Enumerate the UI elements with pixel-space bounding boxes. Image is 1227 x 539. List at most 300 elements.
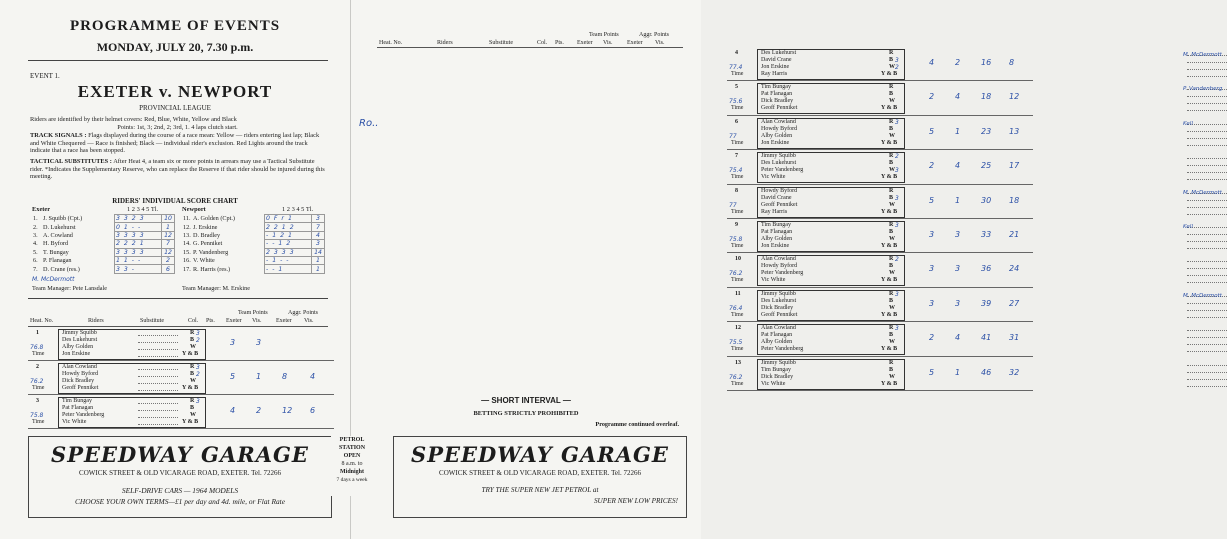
heat-time: 76.2 [729,373,743,381]
rider-name: V. White [193,257,215,265]
substitute-field[interactable] [1187,64,1227,70]
points-info: Points: 1st, 3; 2nd, 2; 3rd, 1. 4 laps clutch start. [117,123,238,131]
rider-name: G. Penniket [193,240,223,248]
substitute-field[interactable] [138,371,178,377]
rider-number: 13. [183,231,191,239]
heat-divider [28,394,334,395]
substitute-field[interactable] [1187,256,1227,262]
exeter-rider-table [32,214,175,274]
ad-title: SPEEDWAY GARAGE [411,442,669,467]
colour-code: R [190,398,195,404]
rider-total: 3 [312,215,325,223]
header-pts: Pts. [555,40,564,46]
rider-name: David Crane [761,194,792,201]
substitute-field[interactable] [1187,222,1227,228]
ad-title: SPEEDWAY GARAGE [51,442,309,467]
rider-name: Howdy Byford [761,125,798,132]
heat-block [729,325,1029,357]
petrol-line-1: PETROL [339,437,365,443]
colour-code: W [190,344,196,350]
rider-name: Jon Erskine [62,351,91,357]
aggr-points-exeter: 12 [282,406,293,415]
rider-score-row [32,265,175,273]
track-signals-text: Flags displayed during the course of a race mean: Yellow — riders entering last lap; Black and White Chequered — Race is finished; Black — individual rider's exclusion. Red Lights around the track indicate that a race has been stopped. [30,132,320,155]
colour-code: W [889,167,895,174]
substitute-field[interactable] [138,412,178,418]
rider-points: 2 [895,153,899,161]
rider-score-row [182,248,325,256]
substitute-handwriting: Kell [1183,224,1193,230]
heat-number: 12 [735,325,741,332]
team-points-visitors: 3 [955,230,961,239]
rider-name: Des Lukehurst [761,50,797,56]
rider-points: 3 [895,118,899,126]
rider-score-row [182,223,325,231]
heat-divider [727,287,1033,288]
heat-time: 75.8 [30,412,44,419]
aggr-points-visitors: 17 [1009,161,1020,171]
rider-name: Des Lukehurst [761,160,797,167]
aggr-points-exeter: 23 [981,126,992,136]
heat-time: 75.4 [729,167,743,175]
rider-heat-scores: 3 3 3 3 [115,231,162,239]
exeter-chart-header [32,206,182,214]
substitute-handwriting: M. McDermott [1183,52,1222,58]
heat-block [729,360,1029,392]
team-points-visitors: 1 [256,372,262,381]
aggr-points-visitors: 32 [1009,367,1020,377]
heat-time: 76.4 [729,304,743,312]
tactical-text: After Heat 4, a team six or more points in arrears may use a Tactical Substitute rider. *Indicates the Supplementary Reserve, who can replace the Reserve if that rider should be injured during this meeting. [30,157,325,181]
heat-number: 4 [735,50,738,56]
rider-points: 3 [196,398,200,405]
time-label: Time [32,385,45,391]
rider-heat-scores: 2 3 3 3 [265,248,312,256]
team-points-exeter: 5 [929,195,935,205]
rider-name: Dick Bradley [761,98,794,105]
colour-code: W [889,236,895,242]
colour-code: Y & B [182,385,199,391]
header-team-exeter: Exeter [226,318,242,324]
substitute-field[interactable] [1187,160,1227,166]
substitute-field[interactable] [138,344,178,350]
rider-number: 14. [183,240,191,248]
colour-code: Y & B [881,243,898,249]
team-points-visitors: 2 [955,58,961,67]
colour-code: R [889,187,894,194]
rider-name: Alan Cowland [761,325,796,332]
rider-heat-scores: - 1 2 1 [265,231,312,239]
aggr-points-exeter: 25 [981,161,992,171]
aggr-points-exeter: 36 [981,264,992,274]
substitute-field[interactable] [1187,140,1227,146]
rider-score-row [32,231,175,239]
rider-name: R. Harris (res.) [193,265,231,273]
heat-block [729,118,1193,151]
aggr-points-visitors: 4 [310,372,316,381]
time-label: Time [731,243,744,249]
colour-code: B [190,371,195,377]
heat-number: 6 [735,118,738,125]
header-aggr-exeter: Exeter [627,40,643,46]
time-label: Time [731,105,744,112]
substitute-field[interactable] [138,398,178,404]
team-points-visitors: 4 [955,161,961,171]
team-points-visitors: 2 [256,406,262,415]
rider-name: Alby Golden [761,339,793,346]
exeter-team-label: Exeter [32,206,51,213]
rider-name: Tim Bungay [761,222,791,228]
header-team-points: Team Points [238,310,268,316]
header-col: Col. [188,318,199,324]
header-aggr-vis: Vis. [304,318,314,324]
header-substitute: Substitute [489,40,514,46]
ad-address: COWICK STREET & OLD VICARAGE ROAD, EXETER. Tel. 72266 [79,469,281,477]
heat-number: 1 [36,330,39,336]
substitute-field[interactable] [138,351,178,357]
heat-block [30,330,330,362]
rider-number: 6. [33,257,38,265]
newport-chart-header [182,206,332,214]
rider-points: 2 [895,64,899,71]
substitute-field[interactable] [1187,360,1227,366]
tactical-subs [30,158,325,181]
header-col: Col. [537,40,548,46]
rider-name: Dick Bradley [62,378,95,384]
time-label: Time [731,277,744,284]
ad-address: COWICK STREET & OLD VICARAGE ROAD, EXETER. Tel. 72266 [439,469,641,477]
rider-score-row [32,248,175,256]
colour-code: R [889,153,894,160]
rider-name: Pat Flanagan [761,91,793,98]
rider-name: P. Vandenberg [193,248,229,256]
colour-code: Y & B [881,105,898,112]
substitute-field[interactable] [1187,270,1227,276]
rider-name: Jimmy Squibb [761,359,796,366]
substitute-field[interactable] [1187,119,1227,125]
rider-score-row [182,215,325,223]
substitute-field[interactable] [1187,229,1227,235]
heat-block [729,290,1222,323]
rider-name: Geoff Penniket [761,105,798,112]
rider-total: 1 [312,265,325,273]
rider-name: Vic White [761,174,786,181]
colour-code: B [889,229,894,235]
colour-code: B [190,405,195,411]
heat-number: 7 [735,153,738,160]
colour-code: Y & B [881,174,898,181]
heat-block [30,398,330,430]
colour-code: R [889,118,894,125]
team-points-visitors: 1 [955,195,961,205]
rider-number: 5. [33,248,38,256]
rider-name: Dick Bradley [761,304,794,311]
rider-total: 14 [312,248,325,256]
colour-code: R [889,50,894,56]
time-label: Time [731,208,744,215]
substitute-field[interactable] [1187,133,1227,139]
aggr-points-visitors: 12 [1009,92,1020,102]
substitute-field[interactable] [138,385,178,391]
rider-name: Alby Golden [761,132,793,139]
rider-name: Jimmy Squibb [761,153,796,160]
heat-table-header [30,310,330,326]
substitute-field[interactable] [1187,243,1227,249]
colour-code: W [889,373,895,380]
heat-time: 76.2 [30,378,44,385]
heat-divider [727,321,1033,322]
colour-code: Y & B [881,277,898,284]
substitute-field[interactable] [1187,332,1227,338]
rider-name: Ray Harris [761,208,788,215]
substitute-field[interactable] [1187,126,1227,132]
rider-name: Peter Vandenberg [761,346,804,353]
rider-total: 2 [162,256,175,264]
substitute-field[interactable] [1187,277,1227,283]
colour-code: R [889,84,894,91]
rider-total: 7 [312,223,325,231]
team-points-exeter: 2 [929,92,935,102]
ad-line-2: SUPER NEW LOW PRICES! [593,497,678,505]
rider-name: Jimmy Squibb [761,290,796,297]
colour-code: R [889,222,894,228]
rider-number: 17. [183,265,191,273]
aggr-points-exeter: 46 [981,367,992,377]
petrol-line-2: STATION [338,445,366,451]
aggr-points-exeter: 39 [981,298,992,308]
heat-number: 10 [735,256,741,263]
rider-points: 3 [196,364,200,371]
heat-time: 77 [729,201,737,209]
heat-divider [28,428,334,429]
header-pts: Pts. [206,318,215,324]
aggr-points-visitors: 8 [1009,58,1015,67]
colour-code: Y & B [182,351,199,357]
rider-number: 16. [183,257,191,265]
substitute-field[interactable] [1187,209,1227,215]
substitute-field[interactable] [1187,374,1227,380]
rider-name: Alan Cowland [761,256,796,263]
header-substitute: Substitute [140,318,165,324]
substitute-field[interactable] [138,419,178,425]
team-points-exeter: 3 [929,230,935,239]
rider-name: Pat Flanagan [62,405,94,411]
colour-code: B [889,332,894,339]
time-label: Time [32,351,45,357]
colour-code: Y & B [881,380,898,387]
rider-number: 2. [33,223,38,231]
header-aggr-vis: Vis. [655,40,665,46]
heat-block [729,256,1029,288]
substitute-field[interactable] [138,330,178,336]
rider-name: Alan Cowland [761,118,796,125]
ad-line-2: CHOOSE YOUR OWN TERMS—£1 per day and 4d. mile, or Flat Rate [74,497,285,506]
rider-name: Vic White [761,380,786,387]
substitute-field[interactable] [1187,167,1227,173]
heat-divider [727,184,1033,185]
substitute-field[interactable] [1187,153,1227,159]
rider-points: 3 [196,330,200,337]
ad-line-1: SELF-DRIVE CARS — 1964 MODELS [121,486,239,495]
substitute-field[interactable] [1187,367,1227,373]
rider-name: J. Squibb (Cpt.) [43,215,83,223]
aggr-points-exeter: 18 [981,92,992,102]
colour-code: B [889,57,894,63]
substitute-field[interactable] [138,378,178,384]
rider-name: Dick Bradley [761,373,794,380]
heat-number: 11 [735,290,741,297]
substitute-field[interactable] [1187,346,1227,352]
rider-total: 10 [162,215,175,223]
rider-name: Geoff Penniket [62,385,99,391]
colour-code: W [889,98,895,105]
rider-points: 3 [895,325,899,333]
colour-code: Y & B [182,419,199,425]
aggr-points-visitors: 24 [1009,264,1020,274]
header-team-vis: Vis. [252,318,262,324]
rider-name: Geoff Penniket [761,201,798,208]
heat-time: 75.8 [729,236,743,243]
rider-number: 7. [33,265,38,273]
divider [28,326,328,327]
speedway-garage-ad-right [393,436,687,518]
left-page [0,0,350,539]
rider-name: Alby Golden [761,236,793,242]
substitute-field[interactable] [1187,71,1227,77]
substitute-field[interactable] [138,337,178,343]
substitute-field[interactable] [1187,174,1227,180]
rider-number: 11. [183,215,191,223]
continued-notice: Programme continued overleaf. [595,421,679,428]
team-points-visitors: 3 [955,264,961,274]
substitute-field[interactable] [138,405,178,411]
rider-score-row [32,240,175,248]
margin-handwriting: Ro.. [359,118,379,129]
time-label: Time [731,71,744,77]
header-aggr-exeter: Exeter [276,318,292,324]
heat-number: 2 [36,364,39,370]
substitute-field[interactable] [1187,105,1227,111]
heat-time: 75.5 [729,339,743,347]
divider [28,60,328,61]
aggr-points-visitors: 21 [1009,230,1020,239]
team-points-exeter: 2 [929,333,935,343]
heat-number: 3 [36,398,39,404]
team-points-visitors: 3 [955,298,961,308]
heat-block [729,50,1222,82]
colour-code: W [889,270,895,277]
team-points-visitors: 4 [955,92,961,102]
heat-number: 9 [735,222,738,228]
substitute-field[interactable] [1187,381,1227,387]
rider-name: Tim Bungay [761,84,791,91]
colour-code: W [190,378,196,384]
substitute-field[interactable] [1187,312,1227,318]
aggr-points-exeter: 30 [981,195,992,205]
match-title: EXETER v. NEWPORT [77,82,273,101]
petrol-line-6: 7 days a week [336,477,368,483]
time-label: Time [32,419,45,425]
header-aggr-points: Aggr. Points [639,32,670,38]
rider-total: 7 [162,240,175,248]
rider-heat-scores: - - 1 [265,265,312,273]
colour-code: Y & B [881,346,898,353]
heat-block [729,222,1193,254]
rider-name: H. Byford [43,240,69,248]
heat-divider [727,115,1033,116]
colour-code: R [889,325,894,332]
heat-divider [727,390,1033,391]
colour-code: Y & B [881,208,898,215]
substitute-field[interactable] [1187,236,1227,242]
team-points-exeter: 3 [929,264,935,274]
aggr-points-visitors: 27 [1009,298,1020,308]
newport-manager: Team Manager: M. Erskine [182,285,250,292]
time-label: Time [731,174,744,181]
heat-block [30,364,330,396]
team-points-exeter: 5 [929,126,935,136]
rider-heat-scores: - - 1 2 [265,240,312,248]
short-interval-title: SHORT INTERVAL [491,396,561,405]
substitute-field[interactable] [1187,202,1227,208]
header-riders: Riders [88,318,104,324]
rider-name: Peter Vandenberg [62,412,105,418]
tactical-head: TACTICAL SUBSTITUTES : [30,157,112,165]
colour-code: B [889,194,894,201]
colour-code: Y & B [881,311,898,318]
colour-code: R [190,330,195,336]
substitute-field[interactable] [1187,305,1227,311]
colour-code: W [889,201,895,208]
heat-divider [727,80,1033,81]
colour-code: B [889,263,894,270]
time-label: Time [731,139,744,146]
rider-name: David Crane [761,57,792,63]
rider-heat-scores: 0 F r 1 [265,215,312,223]
rider-name: Howdy Byford [761,263,798,270]
header-team-points: Team Points [589,32,619,38]
substitute-field[interactable] [1187,263,1227,269]
rider-name: J. Erskine [193,223,218,231]
colour-code: R [889,359,894,366]
team-points-exeter: 4 [230,406,236,415]
rider-name: P. Flanagan [43,257,72,265]
rider-name: Jon Erskine [761,139,790,146]
colour-code: Y & B [881,71,898,77]
heat-time: 75.6 [729,98,743,106]
rider-points: 2 [196,371,200,378]
rider-points: 3 [895,290,899,298]
substitute-field[interactable] [1187,339,1227,345]
rider-name: Howdy Byford [761,187,798,194]
heat-table-header-right [379,32,684,48]
colour-code: R [190,364,195,370]
substitute-field[interactable] [1187,325,1227,331]
track-signals [30,132,325,155]
heat-time: 76.8 [30,344,44,351]
rider-name: Vic White [62,419,87,425]
team-points-visitors: 1 [955,367,961,377]
rider-total: 1 [312,256,325,264]
petrol-line-4: 8 a.m. to [341,461,363,467]
time-label: Time [731,380,744,387]
heat-number: 8 [735,187,738,194]
ad-line-1: TRY THE SUPER NEW JET PETROL at [481,486,599,494]
rider-heat-scores: 3 3 2 3 [115,215,162,223]
substitute-field[interactable] [1187,98,1227,104]
substitute-field[interactable] [138,364,178,370]
rider-number: 4. [33,240,38,248]
